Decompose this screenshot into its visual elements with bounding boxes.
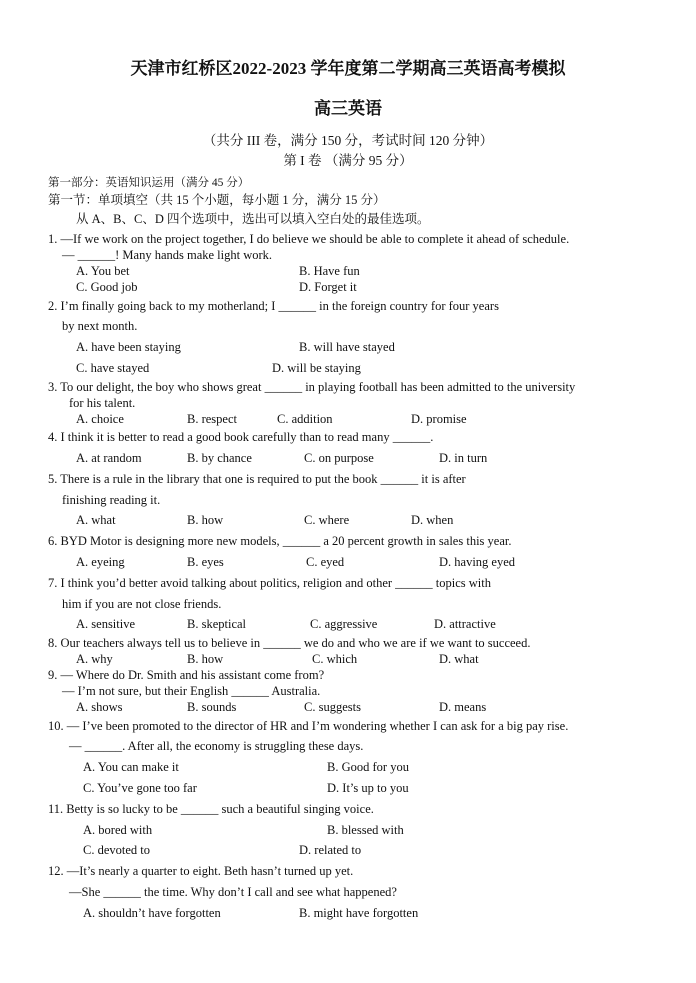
- option-c: C. have stayed: [76, 361, 150, 375]
- option-d: D. when: [411, 513, 454, 527]
- option-a: A. have been staying: [76, 340, 181, 354]
- question-line: for his talent.: [69, 396, 136, 410]
- option-a: A. shouldn’t have forgotten: [83, 906, 221, 920]
- option-c: C. which: [312, 652, 358, 666]
- option-c: C. devoted to: [83, 843, 151, 857]
- option-c: C. Good job: [76, 280, 138, 294]
- option-a: A. shows: [76, 700, 123, 714]
- option-a: A. choice: [76, 412, 124, 426]
- question-line: him if you are not close friends.: [62, 597, 222, 611]
- option-d: D. what: [439, 652, 479, 666]
- option-a: A. what: [76, 513, 116, 527]
- option-d: D. Forget it: [299, 280, 357, 294]
- option-b: B. Have fun: [299, 264, 360, 278]
- question-stem: 3. To our delight, the boy who shows great ______ in playing football has been admitted to the university: [48, 380, 576, 394]
- exam-title: 天津市红桥区2022-2023 学年度第二学期高三英语高考模拟: [130, 59, 566, 78]
- option-d: D. attractive: [434, 617, 496, 631]
- option-a: A. sensitive: [76, 617, 136, 631]
- question-stem: 11. Betty is so lucky to be ______ such a beautiful singing voice.: [48, 802, 374, 816]
- option-b: B. blessed with: [327, 823, 404, 837]
- option-c: C. You’ve gone too far: [83, 781, 197, 795]
- option-b: B. respect: [187, 412, 237, 426]
- question-line: — ______! Many hands make light work.: [62, 248, 273, 262]
- question-line: —She ______ the time. Why don’t I call and see what happened?: [69, 885, 397, 899]
- question-stem: 1. —If we work on the project together, I do believe we should be able to complete it ahead of schedule.: [48, 232, 570, 246]
- option-c: C. aggressive: [310, 617, 378, 631]
- option-d: D. related to: [299, 843, 362, 857]
- option-b: B. eyes: [187, 555, 224, 569]
- option-a: A. You can make it: [83, 760, 179, 774]
- part-title: 第一部分：英语知识运用（满分 45 分）: [48, 177, 250, 189]
- question-line: finishing reading it.: [62, 493, 161, 507]
- exam-subtitle: 高三英语: [314, 99, 382, 118]
- option-b: B. how: [187, 513, 224, 527]
- option-b: B. how: [187, 652, 224, 666]
- option-d: D. in turn: [439, 451, 488, 465]
- option-a: A. why: [76, 652, 113, 666]
- option-a: A. bored with: [83, 823, 153, 837]
- question-stem: 4. I think it is better to read a good book carefully than to read many ______.: [48, 430, 434, 444]
- question-stem: 6. BYD Motor is designing more new models, ______ a 20 percent growth in sales this year.: [48, 534, 512, 548]
- section-title: 第一节：单项填空（共 15 个小题，每小题 1 分，满分 15 分）: [48, 193, 386, 207]
- option-d: D. promise: [411, 412, 467, 426]
- option-a: A. eyeing: [76, 555, 125, 569]
- option-d: D. having eyed: [439, 555, 516, 569]
- question-stem: 2. I’m finally going back to my motherland; I ______ in the foreign country for four years: [48, 299, 499, 313]
- question-stem: 8. Our teachers always tell us to believe in ______ we do and who we are if we want to succeed.: [48, 636, 531, 650]
- option-a: A. at random: [76, 451, 142, 465]
- option-c: C. on purpose: [304, 451, 374, 465]
- option-b: B. might have forgotten: [299, 906, 419, 920]
- option-b: B. by chance: [187, 451, 252, 465]
- question-stem: 5. There is a rule in the library that one is required to put the book ______ it is after: [48, 472, 466, 486]
- option-c: C. addition: [277, 412, 333, 426]
- question-line: — I’m not sure, but their English ______ Australia.: [62, 684, 321, 698]
- option-b: B. will have stayed: [299, 340, 395, 354]
- option-c: C. eyed: [306, 555, 345, 569]
- volume-heading: 第 I 卷 （满分 95 分）: [283, 153, 413, 168]
- option-c: C. suggests: [304, 700, 361, 714]
- question-line: by next month.: [62, 319, 138, 333]
- option-d: D. will be staying: [272, 361, 361, 375]
- option-a: A. You bet: [76, 264, 130, 278]
- option-b: B. sounds: [187, 700, 237, 714]
- question-stem: 12. —It’s nearly a quarter to eight. Beth hasn’t turned up yet.: [48, 864, 354, 878]
- option-d: D. means: [439, 700, 487, 714]
- question-stem: 9. — Where do Dr. Smith and his assistant come from?: [48, 668, 325, 682]
- exam-info: （共分 III 卷，满分 150 分，考试时间 120 分钟）: [202, 133, 494, 148]
- instruction: 从 A、B、C、D 四个选项中，选出可以填入空白处的最佳选项。: [76, 212, 430, 226]
- option-b: B. Good for you: [327, 760, 409, 774]
- question-stem: 7. I think you’d better avoid talking about politics, religion and other ______ topics with: [48, 576, 491, 590]
- option-c: C. where: [304, 513, 350, 527]
- option-d: D. It’s up to you: [327, 781, 409, 795]
- question-line: — ______. After all, the economy is struggling these days.: [69, 739, 364, 753]
- question-stem: 10. — I’ve been promoted to the director of HR and I’m wondering whether I can ask for a big pay rise.: [48, 719, 569, 733]
- option-b: B. skeptical: [187, 617, 247, 631]
